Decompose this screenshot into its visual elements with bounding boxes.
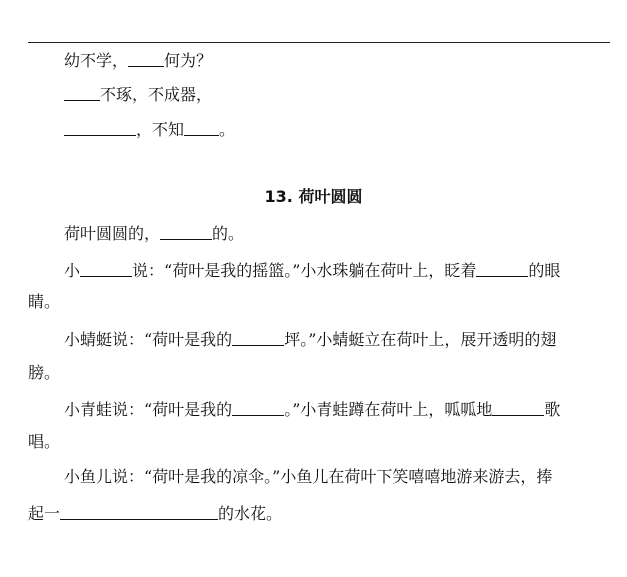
paragraph-4 [64, 398, 560, 420]
p1-text-a: 荷叶圆圆的， [64, 224, 161, 243]
paragraph-1 [64, 222, 244, 244]
p4-text-c: 歌 [544, 400, 561, 419]
p4-text-a: 小青蛙说：“荷叶是我的 [64, 400, 233, 419]
poem-line-1 [64, 49, 212, 71]
fill-blank[interactable] [232, 328, 284, 346]
p2-text-d: 睛。 [28, 292, 61, 311]
fill-blank[interactable] [232, 398, 284, 416]
fill-blank[interactable] [64, 83, 100, 101]
poem-line-3-text-b: ，不知 [136, 120, 185, 139]
p3-text-b: 坪。”小蜻蜓立在荷叶上，展开透明的翅 [284, 330, 557, 349]
poem-line-1-text-a: 幼不学， [64, 51, 129, 70]
fill-blank[interactable] [80, 259, 132, 277]
p2-text-c: 的眼 [528, 261, 561, 280]
paragraph-2 [64, 259, 560, 281]
fill-blank[interactable] [160, 222, 212, 240]
fill-blank[interactable] [492, 398, 544, 416]
p4-text-b: 。”小青蛙蹲在荷叶上，呱呱地 [284, 400, 493, 419]
p2-text-b: 说：“荷叶是我的摇篮。”小水珠躺在荷叶上，眨着 [132, 261, 477, 280]
p2-text-a: 小 [64, 261, 81, 280]
p4-text-d: 唱。 [28, 432, 61, 451]
fill-blank[interactable] [64, 118, 136, 136]
p1-text-b: 的。 [212, 224, 245, 243]
paragraph-3-cont [28, 363, 60, 383]
poem-line-3-text-c: 。 [219, 120, 236, 139]
paragraph-3 [64, 328, 556, 350]
fill-blank[interactable] [476, 259, 528, 277]
paragraph-5 [64, 467, 552, 487]
poem-line-2-text-b: 不琢，不成器， [100, 85, 213, 104]
paragraph-4-cont [28, 432, 60, 452]
p5-text-c: 的水花。 [218, 504, 283, 523]
fill-blank[interactable] [184, 118, 219, 136]
p3-text-c: 膀。 [28, 363, 61, 382]
paragraph-5-cont [28, 502, 282, 524]
fill-blank[interactable] [60, 502, 218, 520]
poem-line-2 [64, 83, 212, 105]
poem-line-1-text-b: 何为？ [164, 51, 213, 70]
paragraph-2-cont [28, 292, 60, 312]
top-rule [28, 42, 610, 43]
lesson-title: 13. 荷叶圆圆 [264, 187, 363, 206]
p5-text-b: 起一 [28, 504, 61, 523]
fill-blank[interactable] [128, 49, 164, 67]
p5-text-a: 小鱼儿说：“荷叶是我的凉伞。”小鱼儿在荷叶下笑嘻嘻地游来游去，捧 [64, 467, 553, 486]
poem-line-3 [64, 118, 235, 140]
p3-text-a: 小蜻蜓说：“荷叶是我的 [64, 330, 233, 349]
